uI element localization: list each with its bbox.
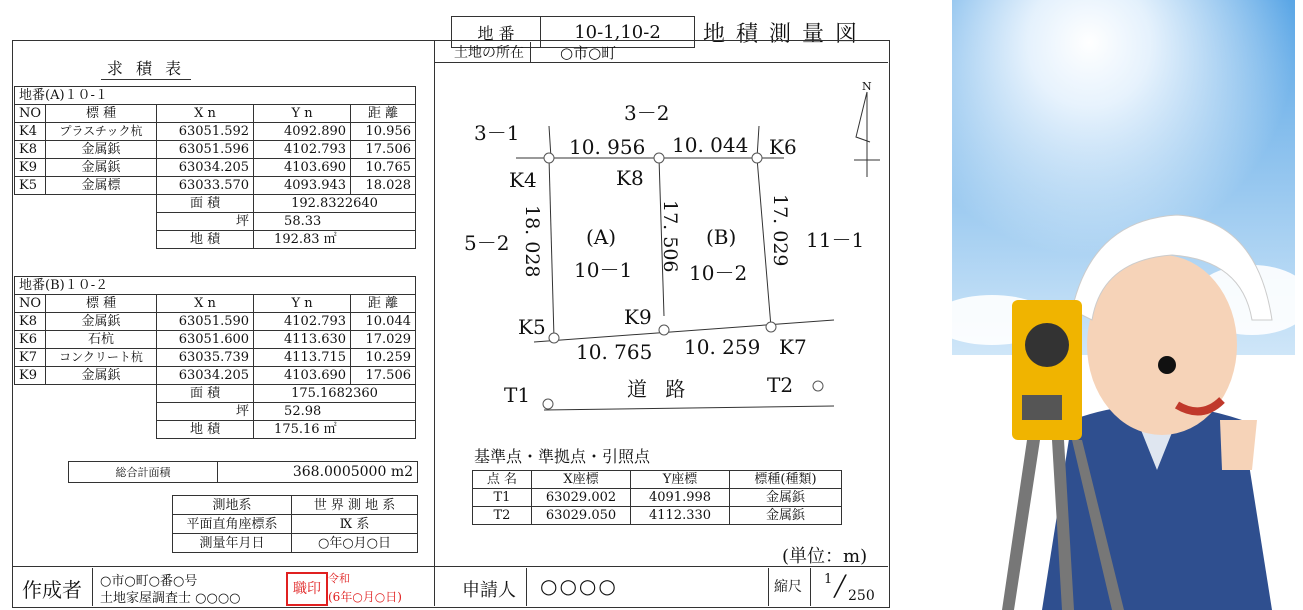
- table-b-chiban-value: (B)１０-２: [45, 278, 109, 293]
- table-row: T2 63029.050 4112.330 金属鋲: [473, 507, 842, 525]
- table-row: K9 金属鋲 63034.205 4103.690 10.765: [15, 159, 416, 177]
- footer-separator-1: [92, 568, 93, 606]
- author-name: 土地家屋調査士 ○○○○: [100, 591, 241, 606]
- parcel-a-label: (A): [586, 225, 617, 249]
- area-label: 面 積: [157, 195, 254, 213]
- point-k4: K4: [509, 168, 537, 192]
- chiban-label: 地 番: [452, 17, 541, 48]
- drawing-title: 地 積 測 量 図: [703, 21, 859, 47]
- reference-point-table: 点 名 X座標 Y座標 標種(種類) T1 63029.002 4091.998 金属鋲 T2 63029.050 4112.330 金属鋲: [472, 470, 842, 525]
- surveyor-with-theodolite-icon: [952, 0, 1303, 610]
- north-arrow-icon: [854, 80, 880, 177]
- footer-date: (6年○月○日): [328, 590, 402, 604]
- footer-separator-3: [768, 568, 769, 606]
- eye: [1158, 356, 1176, 374]
- chiseki-value: 192.83 ㎡: [254, 231, 416, 249]
- col-no: NO: [15, 105, 46, 123]
- chiseki-label: 地 積: [157, 421, 254, 439]
- scale-slash: ╱: [834, 574, 847, 598]
- author-label: 作成者: [22, 578, 82, 602]
- table-a-chiban-value: (A)１０-１: [45, 88, 108, 103]
- applicant-label: 申請人: [462, 580, 516, 601]
- applicant-value: ○○○○: [540, 574, 618, 598]
- adjacent-lot-3-2: 3－2: [624, 101, 670, 125]
- total-value: 368.0005000 m2: [218, 462, 418, 483]
- scale-denominator: 250: [848, 588, 875, 604]
- col-x: X n: [157, 105, 254, 123]
- road-label: 道 路: [627, 377, 692, 401]
- table-a-chiban-label: 地番: [19, 88, 46, 103]
- parcel-b-label: (B): [706, 225, 737, 249]
- table-row: K8 金属鋲 63051.590 4102.793 10.044: [15, 313, 416, 331]
- distance-middle: 17. 506: [659, 200, 681, 273]
- distance-top-a: 10. 956: [569, 135, 646, 159]
- col-x: X n: [157, 295, 254, 313]
- raised-hand: [1220, 420, 1257, 470]
- location-row: [434, 40, 888, 63]
- table-row: K4 プラスチック杭 63051.592 4092.890 10.956: [15, 123, 416, 141]
- distance-left: 18. 028: [521, 205, 543, 278]
- distance-bottom-b: 10. 259: [684, 335, 761, 359]
- footer-separator-4: [810, 568, 811, 606]
- parcel-plot: [434, 62, 888, 452]
- era-label: 令和: [328, 572, 350, 585]
- col-marker: 標 種: [46, 105, 157, 123]
- scale-label: 縮尺: [774, 579, 802, 595]
- scale-numerator: 1: [824, 572, 833, 587]
- table-row: K5 金属標 63033.570 4093.943 18.028: [15, 177, 416, 195]
- distance-top-b: 10. 044: [672, 133, 749, 157]
- adjacent-lot-11-1: 11－1: [806, 228, 865, 252]
- chiseki-value: 175.16 ㎡: [254, 421, 416, 439]
- footer-separator-2: [526, 568, 527, 606]
- reference-point-t1: T1: [504, 383, 531, 407]
- footer-divider: [12, 566, 888, 567]
- area-label: 面 積: [157, 385, 254, 403]
- col-marker: 標 種: [46, 295, 157, 313]
- reference-point-t2: T2: [767, 373, 794, 397]
- coordinate-system-table: 測地系 世 界 測 地 系 平面直角座標系 Ⅸ 系 測量年月日 ○年○月○日: [172, 495, 418, 553]
- table-row: K7 コンクリート杭 63035.739 4113.715 10.259: [15, 349, 416, 367]
- area-value: 192.8322640: [254, 195, 416, 213]
- table-row: K8 金属鋲 63051.596 4102.793 17.506: [15, 141, 416, 159]
- distance-right: 17. 029: [769, 194, 791, 267]
- chiban-value: 10-1,10-2: [541, 17, 695, 48]
- chiseki-label: 地 積: [157, 231, 254, 249]
- author-address: ○市○町○番○号: [100, 574, 198, 589]
- location-value: ○市○町: [560, 44, 617, 62]
- adjacent-lot-3-1: 3－1: [474, 121, 520, 145]
- table-row: K6 石杭 63051.600 4113.630 17.029: [15, 331, 416, 349]
- location-label: 土地の所在: [454, 42, 531, 62]
- total-label: 総合計面積: [69, 462, 218, 483]
- col-y: Y n: [254, 105, 351, 123]
- point-k5: K5: [518, 315, 546, 339]
- point-k6: K6: [769, 135, 797, 159]
- area-table-title: 求 積 表: [101, 56, 191, 80]
- tsubo-value: 58.33: [254, 213, 416, 231]
- distance-bottom-a: 10. 765: [576, 340, 653, 364]
- col-distance: 距 離: [351, 295, 416, 313]
- north-label: N: [862, 80, 872, 93]
- adjacent-lot-5-2: 5－2: [464, 231, 510, 255]
- point-k7: K7: [779, 335, 807, 359]
- table-row: K9 金属鋲 63034.205 4103.690 17.506: [15, 367, 416, 385]
- tsubo-label: 坪: [157, 403, 254, 421]
- point-k9: K9: [624, 305, 652, 329]
- area-value: 175.1682360: [254, 385, 416, 403]
- point-k8: K8: [616, 166, 644, 190]
- col-y: Y n: [254, 295, 351, 313]
- seal-stamp: 職印: [286, 572, 328, 606]
- parcel-a-number: 10－1: [574, 258, 633, 282]
- tsubo-label: 坪: [157, 213, 254, 231]
- col-distance: 距 離: [351, 105, 416, 123]
- survey-drawing: [6, 0, 886, 610]
- tsubo-value: 52.98: [254, 403, 416, 421]
- col-no: NO: [15, 295, 46, 313]
- parcel-b-number: 10－2: [689, 261, 748, 285]
- total-area-table: [68, 461, 418, 483]
- table-b-chiban-label: 地番: [19, 278, 46, 293]
- table-row: T1 63029.002 4091.998 金属鋲: [473, 489, 842, 507]
- area-table-b: [14, 276, 416, 439]
- unit-note: (単位：m): [782, 546, 868, 567]
- area-table-a: [14, 86, 416, 249]
- reference-table-title: 基準点・準拠点・引照点: [474, 447, 651, 466]
